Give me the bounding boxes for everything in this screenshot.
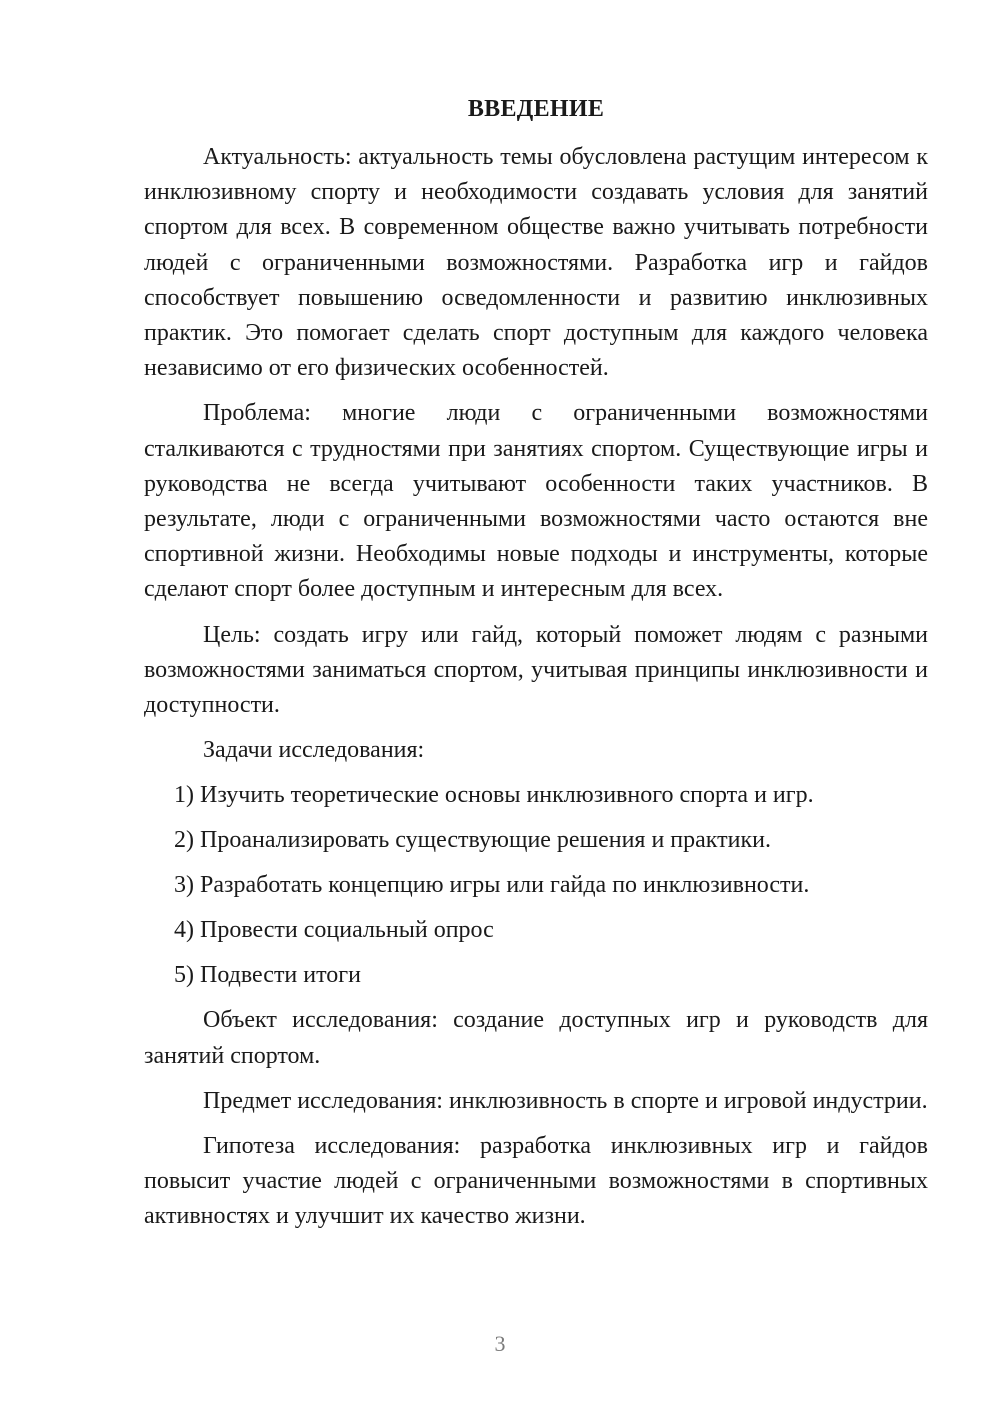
document-title: ВВЕДЕНИЕ <box>467 96 605 122</box>
paragraph-relevance: Актуальность: актуальность темы обусловлена растущим интересом к инклюзивному спорту и необходимости создавать условия для занятий спортом для всех. В современном обществе важно учитывать потребности людей с ограниченными возможностями. Разработка игр и гайдов способствует повышению осведомленности и развитию инклюзивных практик. Это помогает сделать спорт доступным для каждого человека независимо от его физических особенностей. <box>144 144 928 382</box>
paragraph-problem: Проблема: многие люди с ограниченными возможностями сталкиваются с трудностями при занятиях спортом. Существующие игры и руководства не всегда учитывают особенности таких участников. В результате, люди с ограниченными возможностями часто остаются вне спортивной жизни. Необходимы новые подходы и инструменты, которые сделают спорт более доступным и интересным для всех. <box>144 400 928 603</box>
paragraph-spacer <box>144 608 928 618</box>
task-item: 3) Разработать концепцию игры или гайда по инклюзивности. <box>174 872 810 899</box>
task-item: 4) Провести социальный опрос <box>174 917 494 944</box>
page-number: 3 <box>494 1331 506 1356</box>
paragraph-object: Объект исследования: создание доступных игр и руководств для занятий спортом. <box>144 1007 928 1069</box>
page-content <box>144 92 928 1235</box>
task-item: 5) Подвести итоги <box>174 962 361 989</box>
paragraph-spacer <box>144 386 928 396</box>
task-item: 2) Проанализировать существующие решения и практики. <box>174 827 771 854</box>
tasks-heading: Задачи исследования: <box>203 737 425 764</box>
paragraph-goal: Цель: создать игру или гайд, который поможет людям с разными возможностями заниматься спортом, учитывая принципы инклюзивности и доступности. <box>144 621 928 719</box>
paragraph-spacer <box>144 1074 928 1084</box>
task-item: 1) Изучить теоретические основы инклюзивного спорта и игр. <box>174 782 814 809</box>
paragraph-spacer <box>144 1119 928 1129</box>
paragraph-hypothesis: Гипотеза исследования: разработка инклюзивных игр и гайдов повысит участие людей с ограниченными возможностями в спортивных активностях и улучшит их качество жизни. <box>144 1133 928 1230</box>
tasks-list <box>144 778 928 993</box>
paragraph-spacer <box>144 723 928 733</box>
paragraph-subject: Предмет исследования: инклюзивность в спорте и игровой индустрии. <box>203 1087 928 1114</box>
